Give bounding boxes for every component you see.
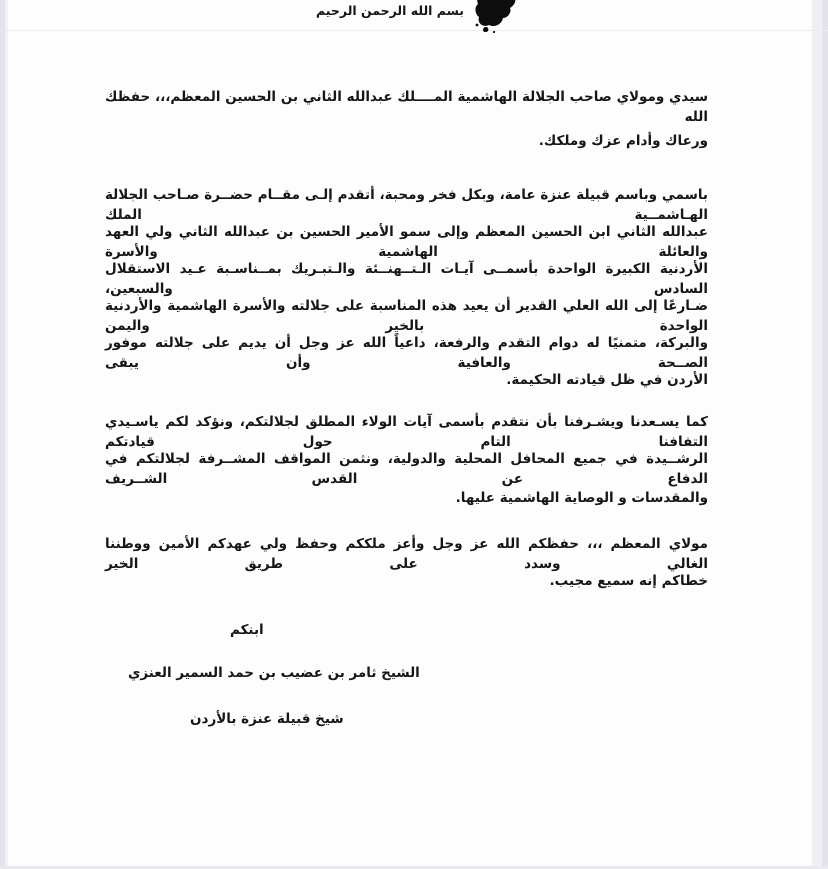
paragraph-line: خطاكم إنه سميع مجيب.	[549, 573, 708, 589]
scan-artifact-line	[0, 30, 828, 31]
salutation-line: سيدي ومولاي صاحب الجلالة الهاشمية المــــلك عبدالله الثاني بن الحسين المعظم،،، حفظك الله	[105, 89, 708, 125]
salutation-line: ورعاك وأدام عزك وملكك.	[538, 133, 708, 149]
basmala-text: بسم الله الرحمن الرحيم	[316, 3, 464, 18]
paragraph-line: الأردن في ظل قيادته الحكيمة.	[506, 372, 708, 388]
signature-title: شيخ قبيلة عنزة بالأردن	[190, 711, 344, 727]
paragraph-line: والمقدسات و الوصاية الهاشمية عليها.	[455, 490, 708, 506]
paragraph-line: مولاي المعظم ،،، حفظكم الله عز وجل وأعز ملككم وحفظ ولي عهدكم الأمين ووطننا الغالي وسدد على طريق الخير	[105, 536, 708, 572]
paragraph-line: عبدالله الثاني ابن الحسين المعظم وإلى سمو الأمير الحسين بن عبدالله الثاني ولي العهد والعائلة الهاشمية والأسرة	[105, 224, 708, 260]
paragraph-line: والبركة، متمنيًا له دوام التقدم والرفعة، داعياً الله عز وجل أن يديم على جلالته موفور الصــحة والعافية وأن يبقى	[105, 335, 708, 371]
paragraph-line: باسمي وباسم قبيلة عنزة عامة، وبكل فخر ومحبة، أتقدم إلـى مقــام حضــرة صـاحب الجلالة الهـاشمــية الملك	[105, 187, 708, 223]
page-edge-right-light	[812, 0, 822, 869]
ink-stain-icon	[474, 0, 518, 34]
signature-name: الشيخ ثامر بن عضيب بن حمد السمير العنزي	[128, 665, 420, 681]
page-edge-right	[822, 0, 828, 869]
paragraph-line: ضـارعًا إلى الله العلي القدير أن يعيد هذه المناسبة على جلالته والأسرة الهاشمية والأردنية الواحدة بالخير واليمن	[105, 298, 708, 334]
paragraph-line: الرشــيدة في جميع المحافل المحلية والدولية، ونثمن المواقف المشــرفة لجلالتكم في الدفاع عن القدس الشــريف	[105, 451, 708, 487]
page-edge-left-light	[5, 0, 8, 869]
paragraph-line: الأردنية الكبيرة الواحدة بأسمــى آيـات الـتــهنــئة والـتبـريك بمــناسـبة عـيد الاستقلال السادس والسبعين،	[105, 261, 708, 297]
signature-label: ابنكم	[230, 622, 264, 638]
paragraph-line: كما يسـعدنا ويشـرفنا بأن نتقدم بأسمى آيات الولاء المطلق لجلالتكم، ونؤكد لكم ياسـيدي التفافنا التام حول قيادتكم	[105, 414, 708, 450]
